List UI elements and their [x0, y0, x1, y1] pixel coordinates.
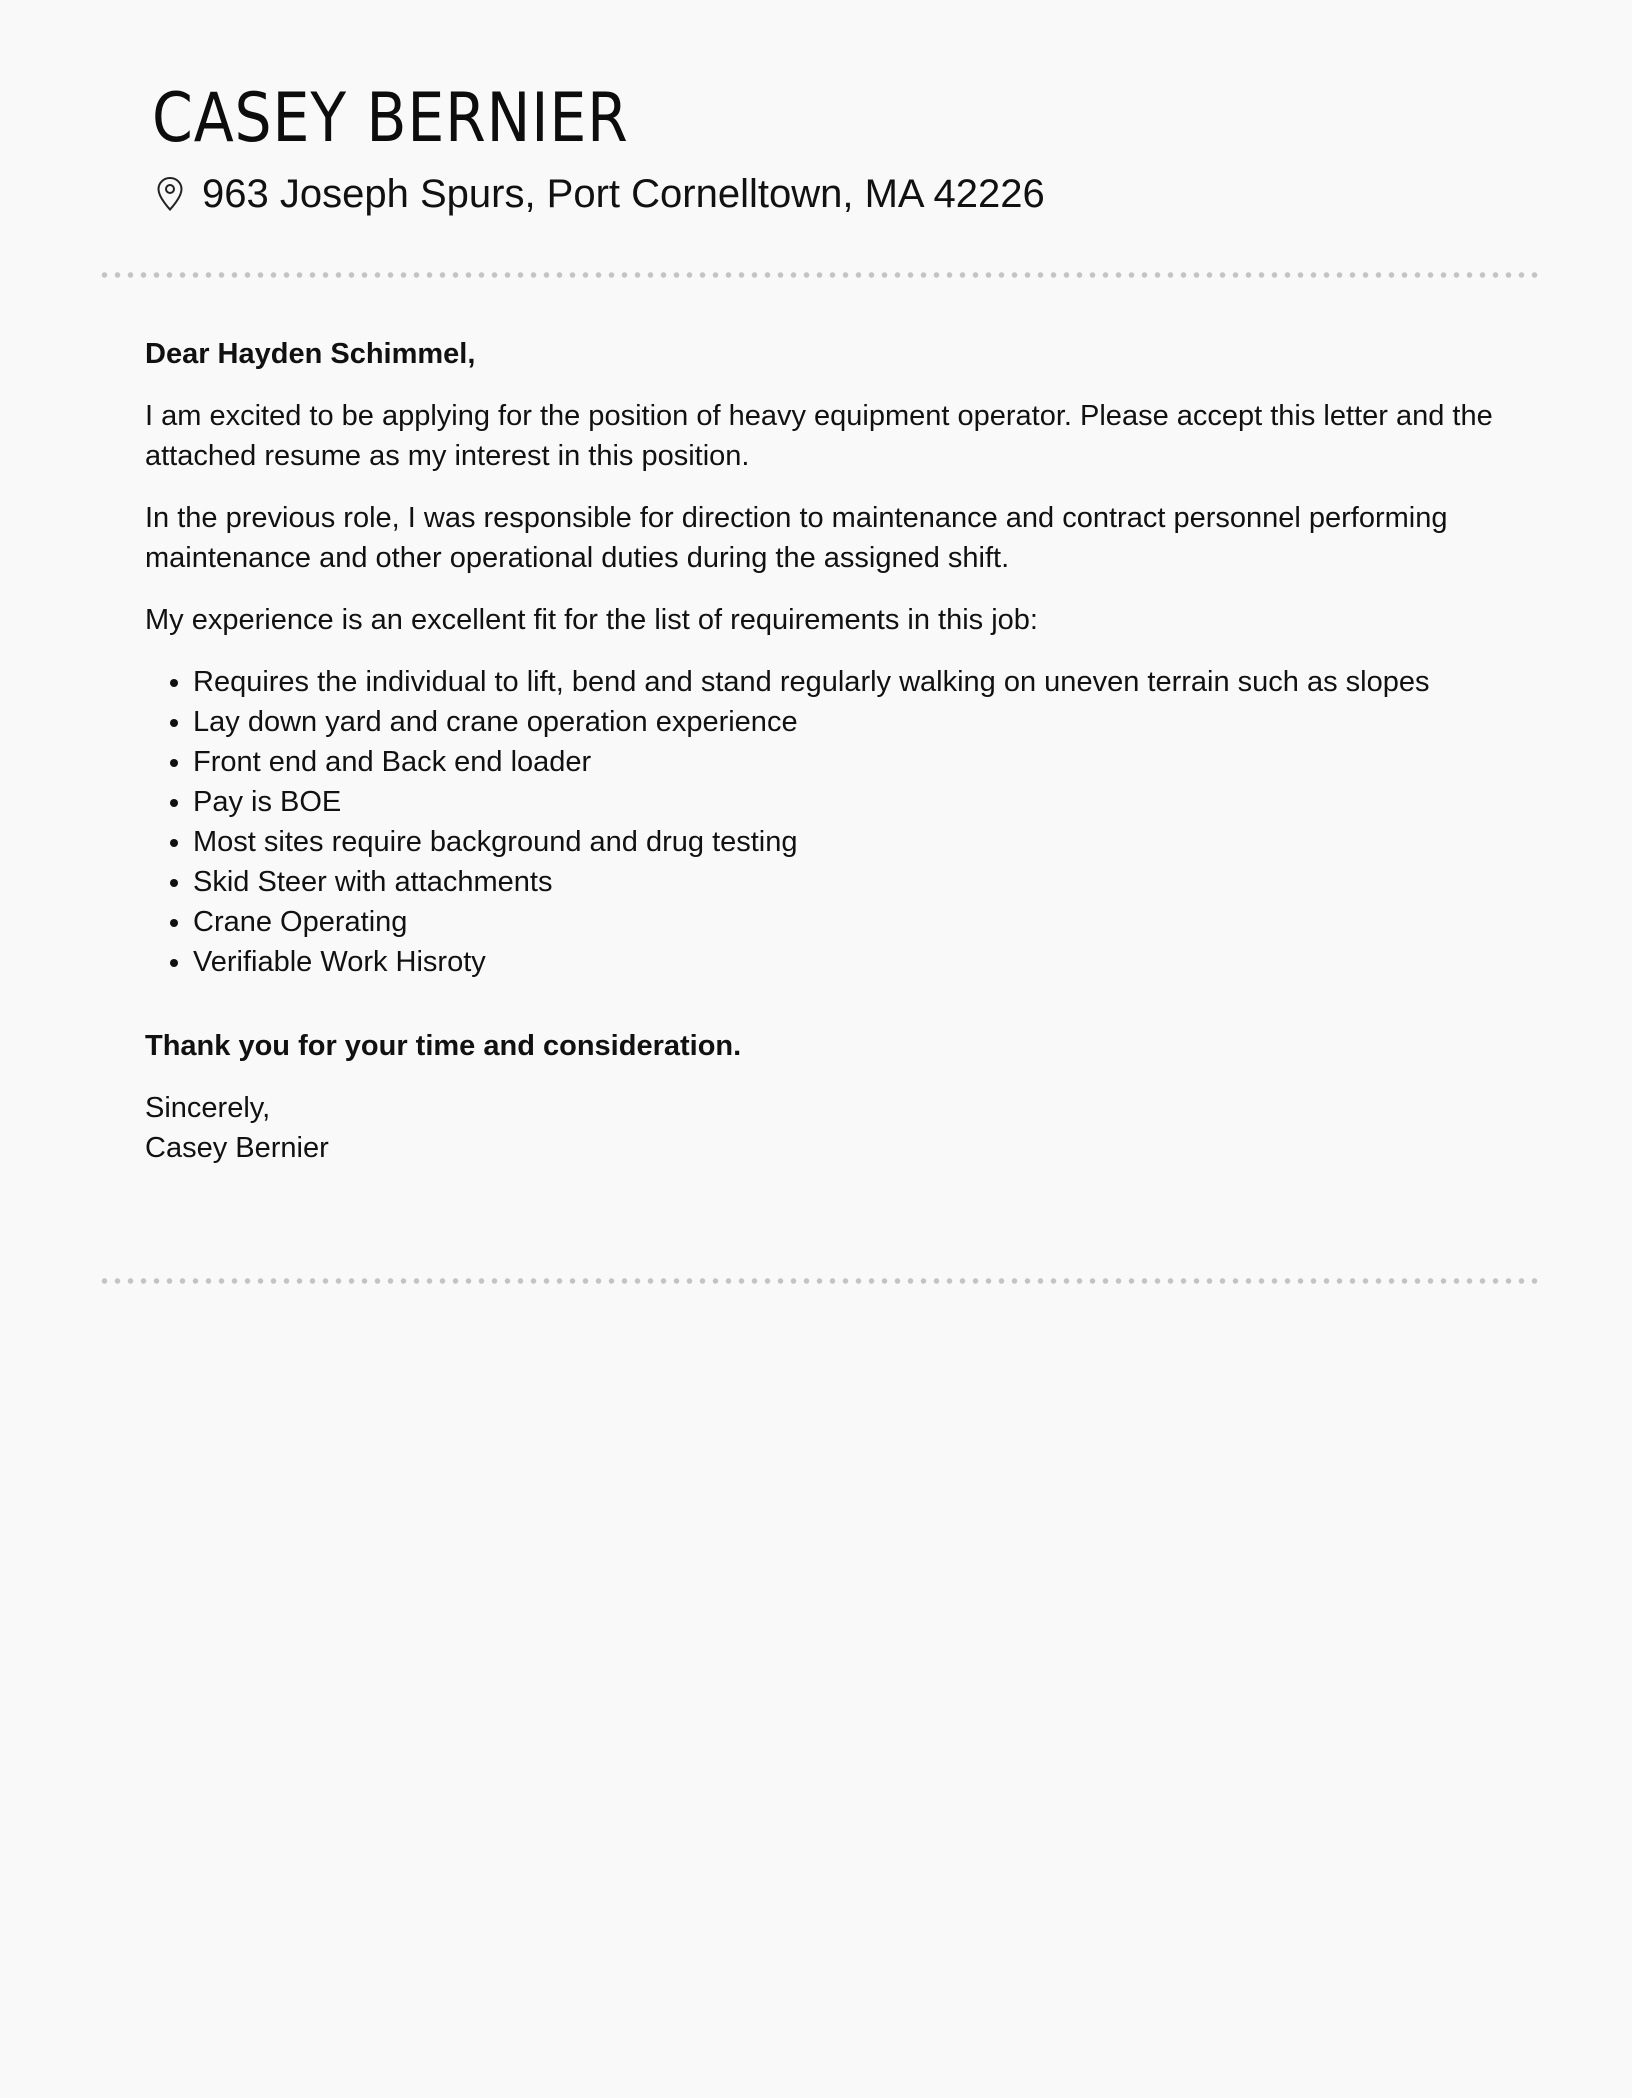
- list-item: • Most sites require background and drug testing: [193, 822, 1505, 862]
- bottom-dotted-divider: [98, 1278, 1538, 1284]
- signature-name: Casey Bernier: [145, 1132, 329, 1164]
- applicant-address: 963 Joseph Spurs, Port Cornelltown, MA 42226: [202, 172, 1045, 216]
- signoff-block: [145, 1088, 1505, 1168]
- list-item: • Lay down yard and crane operation experience: [193, 702, 1505, 742]
- list-item: • Verifiable Work Hisroty: [193, 942, 1505, 982]
- paragraph-fit: My experience is an excellent fit for the list of requirements in this job:: [145, 604, 1038, 636]
- salutation: Dear Hayden Schimmel,: [145, 338, 476, 370]
- list-item: • Front end and Back end loader: [193, 742, 1505, 782]
- list-item: • Crane Operating: [193, 902, 1505, 942]
- requirements-list: [145, 662, 1505, 982]
- paragraph-intro: I am excited to be applying for the position of heavy equipment operator. Please accept this letter and the attached resume as my interest in this position.: [145, 400, 1493, 472]
- top-dotted-divider: [98, 272, 1538, 278]
- letter-header: [152, 78, 1045, 218]
- letter-body: [145, 334, 1505, 1190]
- map-pin-icon: [156, 176, 184, 212]
- signoff: Sincerely,: [145, 1092, 271, 1124]
- closing-thanks: Thank you for your time and consideration.: [145, 1030, 742, 1062]
- paragraph-previous-role: In the previous role, I was responsible for direction to maintenance and contract personnel performing maintenance and other operational duties during the assigned shift.: [145, 502, 1448, 574]
- applicant-name: CASEY BERNIER: [152, 79, 629, 158]
- list-item: • Skid Steer with attachments: [193, 862, 1505, 902]
- list-item: • Pay is BOE: [193, 782, 1505, 822]
- list-item: • Requires the individual to lift, bend and stand regularly walking on uneven terrain such as slopes: [193, 662, 1505, 702]
- address-row: [152, 170, 1045, 218]
